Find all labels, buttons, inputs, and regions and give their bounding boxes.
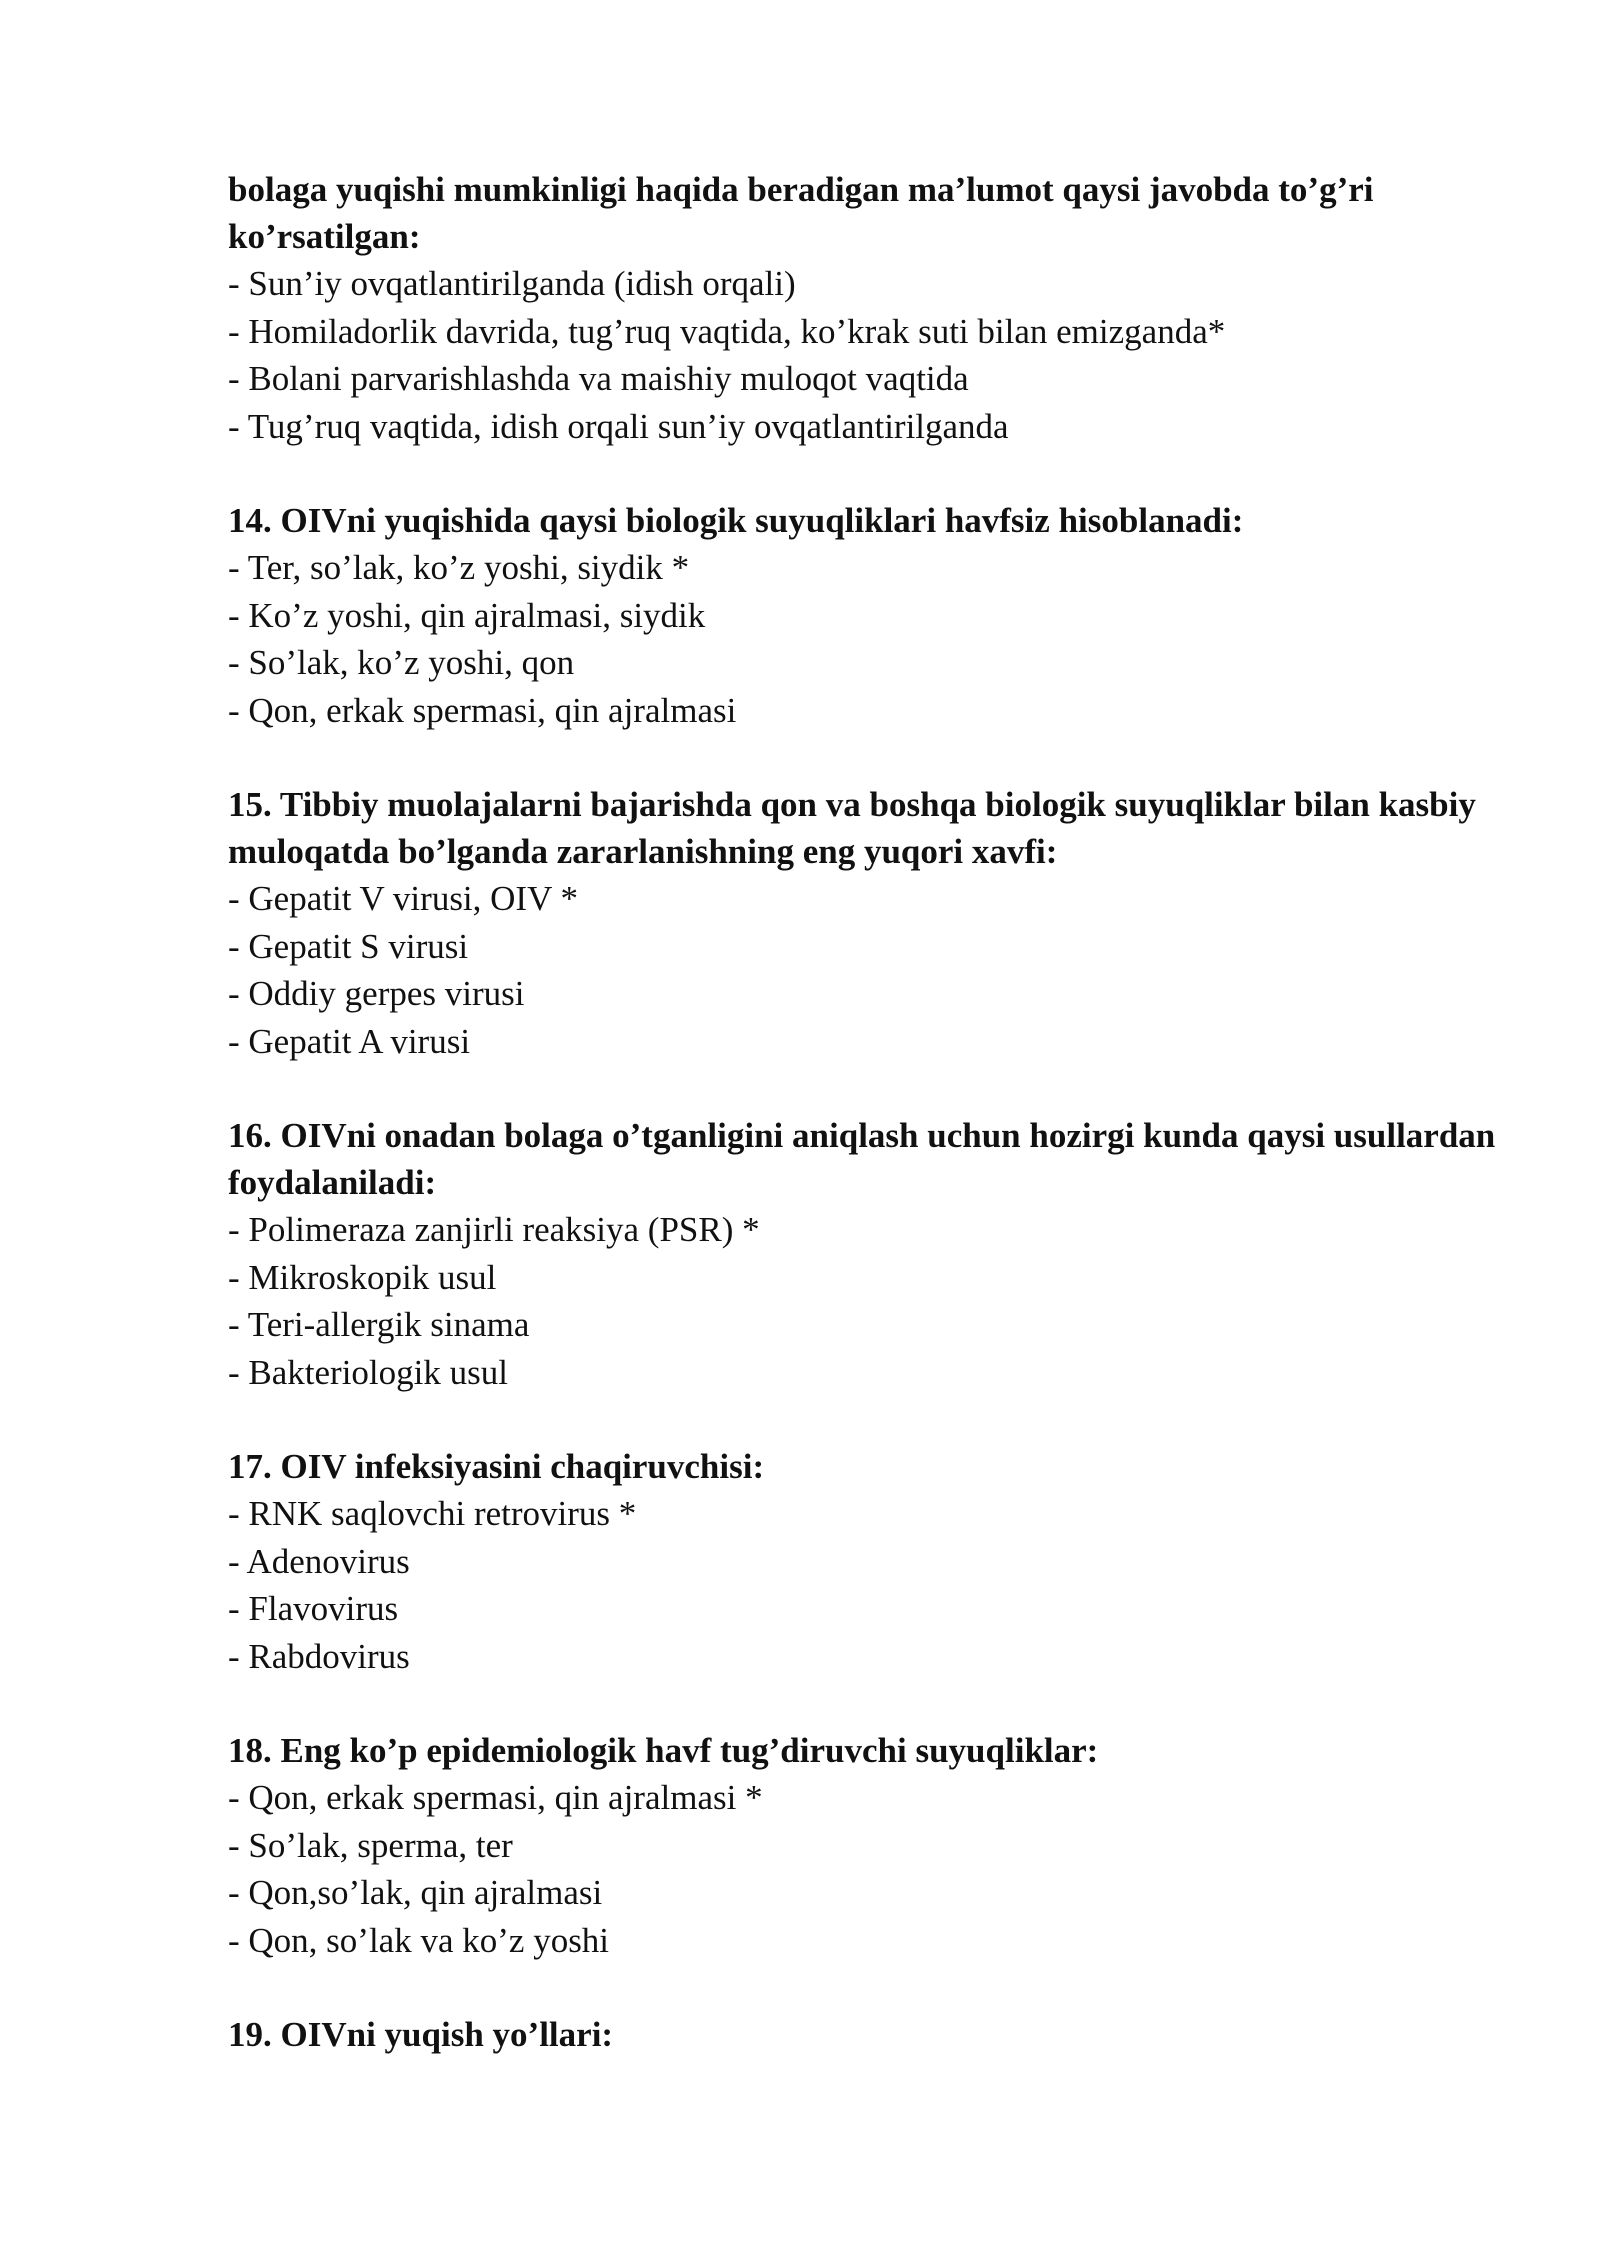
answer-option: - So’lak, sperma, ter <box>228 1825 513 1865</box>
answer-option: - Qon,so’lak, qin ajralmasi <box>228 1873 603 1912</box>
question-heading: 16. OIVni onadan bolaga o’tganligini aniqlash uchun hozirgi kunda qaysi usullardan foydalaniladi: <box>228 1116 1496 1202</box>
answer-option: - RNK saqlovchi retrovirus * <box>228 1494 637 1533</box>
answer-option: - Gepatit A virusi <box>228 1021 471 1061</box>
question-block <box>228 1727 1508 1964</box>
answer-option: - Homiladorlik davrida, tug’ruq vaqtida, ko’krak suti bilan emizganda* <box>228 311 1226 351</box>
question-heading: 15. Tibbiy muolajalarni bajarishda qon va boshqa biologik suyuqliklar bilan kasbiy muloqatda bo’lganda zararlanishning eng yuqori xavfi: <box>228 785 1476 871</box>
answer-options <box>228 1206 1508 1396</box>
answer-options <box>228 875 1508 1065</box>
answer-option: - Bakteriologik usul <box>228 1352 508 1392</box>
answer-option: - Adenovirus <box>228 1541 410 1581</box>
answer-option: - Oddiy gerpes virusi <box>228 974 525 1013</box>
answer-options <box>228 544 1508 734</box>
question-heading: 19. OIVni yuqish yo’llari: <box>228 2015 614 2054</box>
answer-option: - Ter, so’lak, ko’z yoshi, siydik * <box>228 548 690 587</box>
answer-option: - Polimeraza zanjirli reaksiya (PSR) * <box>228 1210 760 1249</box>
question-heading: 14. OIVni yuqishida qaysi biologik suyuqliklari havfsiz hisoblanadi: <box>228 501 1244 540</box>
question-heading: 17. OIV infeksiyasini chaqiruvchisi: <box>228 1447 765 1486</box>
answer-option: - Qon, erkak spermasi, qin ajralmasi <box>228 690 737 730</box>
question-block <box>228 2011 1508 2058</box>
question-heading: 18. Eng ko’p epidemiologik havf tug’diruvchi suyuqliklar: <box>228 1731 1099 1770</box>
answer-option: - Rabdovirus <box>228 1636 410 1676</box>
answer-option: - Tug’ruq vaqtida, idish orqali sun’iy ovqatlantirilganda <box>228 406 1009 446</box>
answer-option: - Qon, erkak spermasi, qin ajralmasi * <box>228 1778 763 1817</box>
answer-option: - Ko’z yoshi, qin ajralmasi, siydik <box>228 595 706 635</box>
answer-options <box>228 1774 1508 1964</box>
question-block <box>228 497 1508 734</box>
question-block <box>228 1443 1508 1680</box>
answer-option: - Qon, so’lak va ko’z yoshi <box>228 1920 610 1960</box>
question-list <box>228 166 1508 2058</box>
question-heading: bolaga yuqishi mumkinligi haqida beradigan ma’lumot qaysi javobda to’g’ri ko’rsatilgan: <box>228 170 1374 256</box>
answer-option: - Bolani parvarishlashda va maishiy muloqot vaqtida <box>228 359 969 398</box>
answer-option: - Gepatit S virusi <box>228 926 469 966</box>
answer-option: - So’lak, ko’z yoshi, qon <box>228 643 575 682</box>
answer-option: - Gepatit V virusi, OIV * <box>228 879 578 918</box>
answer-option: - Mikroskopik usul <box>228 1257 497 1297</box>
answer-option: - Sun’iy ovqatlantirilganda (idish orqali) <box>228 264 796 303</box>
answer-option: - Flavovirus <box>228 1589 399 1628</box>
question-block <box>228 166 1508 450</box>
question-block <box>228 781 1508 1065</box>
answer-options <box>228 1490 1508 1680</box>
answer-option: - Teri-allergik sinama <box>228 1305 530 1344</box>
answer-options <box>228 260 1508 450</box>
question-block <box>228 1112 1508 1396</box>
